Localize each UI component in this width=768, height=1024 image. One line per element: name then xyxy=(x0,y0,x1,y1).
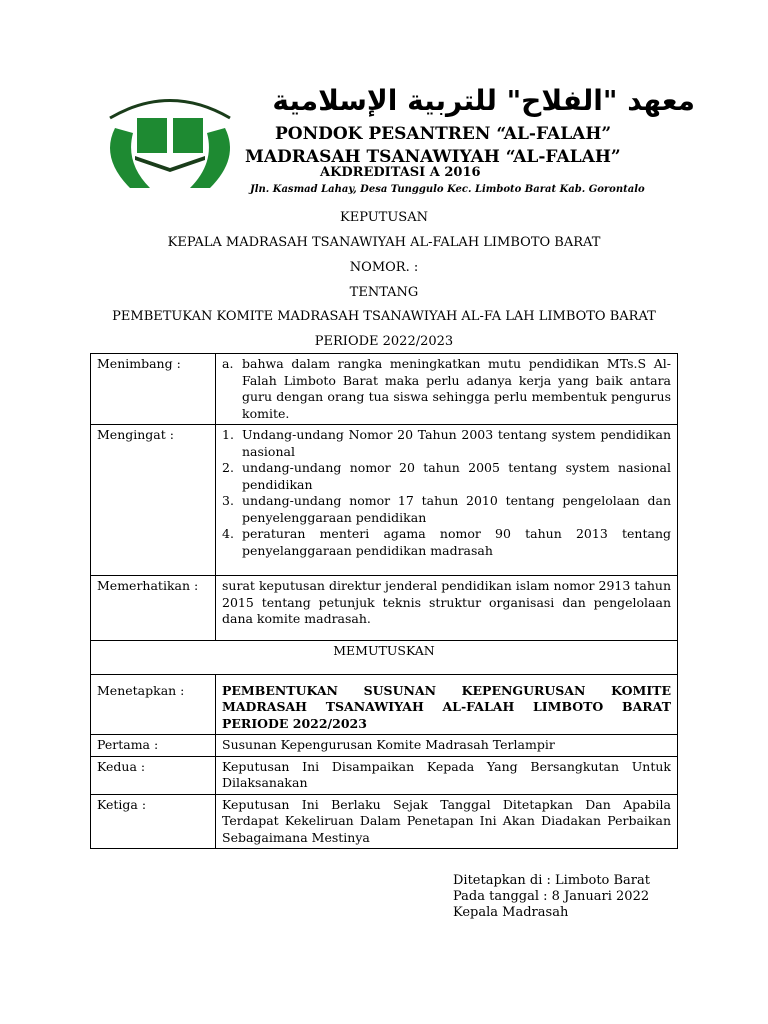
pertama-text: Susunan Kepengurusan Komite Madrasah Terlampir xyxy=(216,735,678,757)
heading-nomor: NOMOR. : xyxy=(349,260,419,275)
list-item: 4. peraturan menteri agama nomor 90 tahun 2013 tentang penyelanggaraan pendidikan madrasah xyxy=(222,526,671,558)
label-mengingat: Mengingat : xyxy=(91,425,216,576)
list-item: 3. undang-undang nomor 17 tahun 2010 tentang pengelolaan dan penyelenggaraan pendidikan xyxy=(222,493,671,525)
memutuskan-heading: MEMUTUSKAN xyxy=(91,641,678,675)
decision-table xyxy=(90,353,678,849)
row-ketiga xyxy=(91,794,678,849)
address: Jln. Kasmad Lahay, Desa Tunggulo Kec. Limboto Barat Kab. Gorontalo xyxy=(250,184,645,195)
row-kedua xyxy=(91,756,678,794)
menimbang-text: bahwa dalam rangka meningkatkan mutu pendidikan MTs.S Al-Falah Limboto Barat maka perlu adanya kerja yang baik antara guru dengan orang tua siswa sehingga perlu membentuk pengurus komite. xyxy=(242,356,671,421)
row-mengingat xyxy=(91,425,678,576)
heading-tentang: TENTANG xyxy=(349,285,419,300)
label-memerhatikan: Memerhatikan : xyxy=(91,576,216,641)
label-menimbang: Menimbang : xyxy=(91,354,216,425)
heading-keputusan: KEPUTUSAN xyxy=(340,210,428,225)
list-item: 1. Undang-undang Nomor 20 Tahun 2003 tentang system pendidikan nasional xyxy=(222,427,671,459)
label-ketiga: Ketiga : xyxy=(91,794,216,849)
row-memutuskan xyxy=(91,641,678,675)
ketiga-text: Keputusan Ini Berlaku Sejak Tanggal Ditetapkan Dan Apabila Terdapat Kekeliruan Dalam Penetapan Ini Akan Diadakan Perbaikan Sebagaimana Mestinya xyxy=(216,794,678,849)
school-name: MADRASAH TSANAWIYAH “AL-FALAH” xyxy=(245,147,621,167)
accreditation: AKDREDITASI A 2016 xyxy=(320,165,481,180)
row-memerhatikan xyxy=(91,576,678,641)
label-kedua: Kedua : xyxy=(91,756,216,794)
heading-subject: PEMBETUKAN KOMITE MADRASAH TSANAWIYAH AL-FA LAH LIMBOTO BARAT xyxy=(112,309,656,324)
signature-place: Ditetapkan di : Limboto Barat xyxy=(453,873,650,888)
row-menimbang xyxy=(91,354,678,425)
arabic-name: معهد "الفلاح" للتربية الإسلامية xyxy=(272,84,695,117)
list-item: 2. undang-undang nomor 20 tahun 2005 tentang system nasional pendidikan xyxy=(222,460,671,492)
row-menetapkan xyxy=(91,674,678,735)
signature-block xyxy=(453,873,650,921)
label-menetapkan: Menetapkan : xyxy=(91,674,216,735)
institution-name: PONDOK PESANTREN “AL-FALAH” xyxy=(275,124,612,144)
kedua-text: Keputusan Ini Disampaikan Kepada Yang Bersangkutan Untuk Dilaksanakan xyxy=(216,756,678,794)
heading-periode: PERIODE 2022/2023 xyxy=(314,334,454,349)
row-pertama xyxy=(91,735,678,757)
signature-title: Kepala Madrasah xyxy=(453,905,569,920)
signature-date: Pada tanggal : 8 Januari 2022 xyxy=(453,889,650,904)
label-pertama: Pertama : xyxy=(91,735,216,757)
memerhatikan-text: surat keputusan direktur jenderal pendidikan islam nomor 2913 tahun 2015 tentang petunjuk teknis struktur organisasi dan pengelolaan dana komite madrasah. xyxy=(216,576,678,641)
heading-kepala: KEPALA MADRASAH TSANAWIYAH AL-FALAH LIMBOTO BARAT xyxy=(167,235,601,250)
school-logo xyxy=(95,88,245,198)
menetapkan-text: PEMBENTUKAN SUSUNAN KEPENGURUSAN KOMITE MADRASAH TSANAWIYAH AL-FALAH LIMBOTO BARAT PERIODE 2022/2023 xyxy=(216,674,678,735)
item-number: a. xyxy=(222,356,234,371)
letterhead xyxy=(95,80,695,200)
